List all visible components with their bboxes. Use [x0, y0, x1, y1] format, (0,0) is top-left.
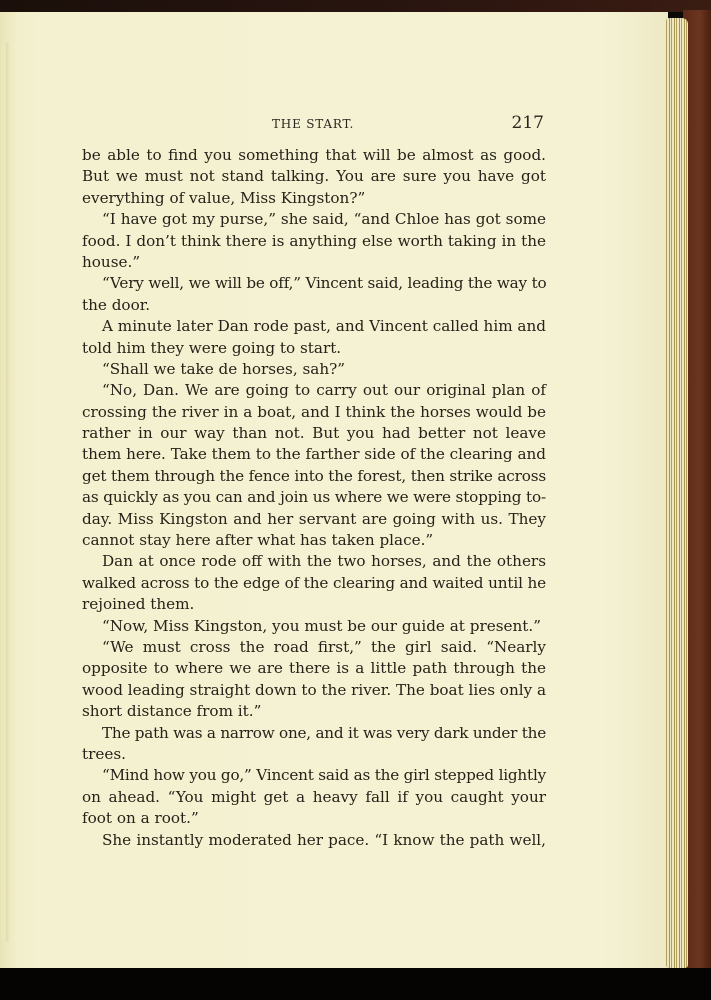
- text-line: opposite to where we are there is a little path through the: [82, 659, 546, 678]
- text-line: But we must not stand talking. You are sure you have got: [82, 167, 546, 186]
- text-line: “Shall we take de horses, sah?”: [102, 359, 346, 378]
- text-line: as quickly as you can and join us where we were stopping to-: [82, 488, 546, 507]
- text-line: walked across to the edge of the clearing and waited until he: [82, 573, 546, 592]
- text-line: “Mind how you go,” Vincent said as the girl stepped lightly: [102, 766, 546, 785]
- text-line: get them through the fence into the forest, then strike across: [82, 466, 546, 485]
- text-line: wood leading straight down to the river. The boat lies only a: [82, 680, 547, 699]
- text-line: rejoined them.: [82, 595, 195, 614]
- text-line: She instantly moderated her pace. “I know the path well,: [102, 830, 546, 849]
- text-line: crossing the river in a boat, and I think the horses would be: [82, 402, 546, 421]
- text-line: “We must cross the road first,” the girl said. “Nearly: [102, 637, 546, 656]
- text-line: rather in our way than not. But you had better not leave: [82, 424, 546, 443]
- text-line: them here. Take them to the farther side of the clearing and: [82, 445, 547, 464]
- text-line: “Now, Miss Kingston, you must be our guide at present.”: [102, 616, 541, 635]
- text-line: food. I don’t think there is anything else worth taking in the: [82, 231, 546, 250]
- text-line: told him they were going to start.: [82, 338, 342, 357]
- page-gutter-shadow: [6, 42, 10, 942]
- text-line: “No, Dan. We are going to carry out our original plan of: [102, 381, 546, 400]
- text-line: “Very well, we will be off,” Vincent said, leading the way to: [102, 274, 547, 293]
- body-text: [82, 145, 546, 851]
- running-head: THE START.: [272, 117, 355, 131]
- page-stack-edges: [666, 18, 688, 968]
- scan-top-border: [0, 0, 711, 12]
- text-line: house.”: [82, 252, 141, 271]
- page-number: 217: [511, 113, 544, 133]
- text-line: be able to find you something that will be almost as good.: [82, 146, 546, 164]
- text-line: “I have got my purse,” she said, “and Chloe has got some: [102, 210, 546, 229]
- page-header: [82, 113, 546, 135]
- text-line: A minute later Dan rode past, and Vincent called him and: [102, 317, 546, 336]
- text-line: The path was a narrow one, and it was very dark under the: [102, 723, 546, 742]
- text-line: cannot stay here after what has taken place.”: [82, 531, 434, 550]
- text-line: the door.: [82, 295, 151, 314]
- scan-bottom-border: [0, 968, 711, 1000]
- text-line: Dan at once rode off with the two horses, and the others: [102, 552, 546, 571]
- text-line: short distance from it.”: [82, 702, 262, 721]
- text-line: foot on a root.”: [82, 809, 199, 828]
- text-line: on ahead. “You might get a heavy fall if you caught your: [82, 787, 546, 806]
- text-line: day. Miss Kingston and her servant are going with us. They: [82, 509, 546, 528]
- text-line: everything of value, Miss Kingston?”: [82, 188, 366, 207]
- text-line: trees.: [82, 744, 126, 763]
